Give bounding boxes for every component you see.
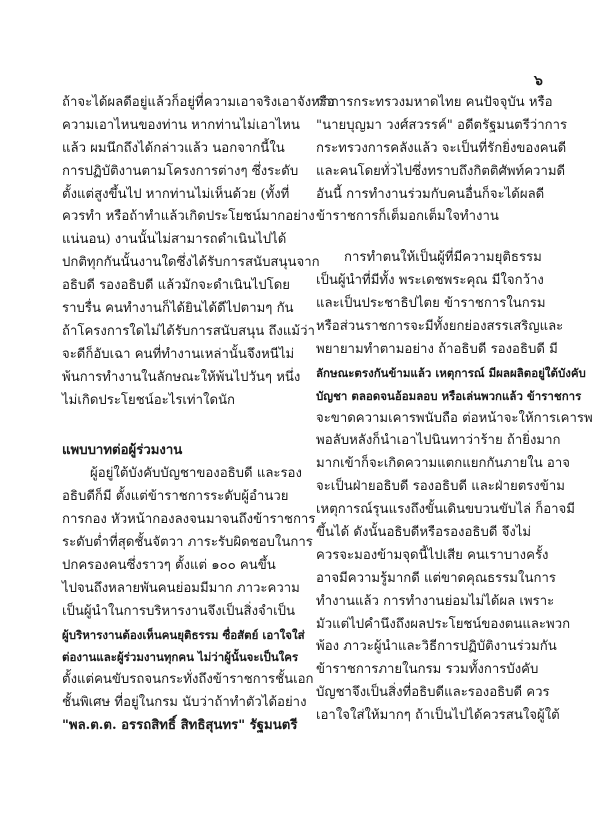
text-line: เหตุการณ์รุนแรงถึงขั้นเดินขบวนขับไล่ ก็อาจมี	[316, 502, 575, 518]
text-line: และคนโดยทั่วไปซึ่งทราบถึงกิตติศัพท์ความดี	[316, 163, 566, 179]
left-paragraph-1	[62, 92, 335, 412]
text-line: ข้าราชการก็เต็มอกเต็มใจทำงาน	[316, 209, 499, 225]
text-line: บัญชาจึงเป็นสิ่งที่อธิบดีและรองอธิบดี ควร	[316, 685, 550, 701]
text-line: ปกติทุกกันนั้นงานใดซึ่งได้รับการสนับสนุนจาก	[62, 255, 320, 271]
text-line: ถ้าโครงการใดไม่ได้รับการสนับสนุน ถึงแม้ว่า	[62, 323, 315, 339]
text-line: หรือส่วนราชการจะมีทั้งยกย่องสรรเสริญและ	[316, 319, 564, 335]
text-line: การทำตนให้เป็นผู้ที่มีความยุติธรรม	[344, 250, 542, 266]
text-line: และเป็นประชาธิปไตย ข้าราชการในกรม	[316, 296, 546, 312]
text-line: เป็นผู้นำในการบริหารงานจึงเป็นสิ่งจำเป็น	[62, 603, 296, 619]
text-line: พ้นการทำงานในลักษณะให้พ้นไปวันๆ หนึ่ง	[62, 369, 301, 385]
page-number: ๖	[534, 73, 543, 89]
text-line: พยายามทำตามอย่าง ถ้าอธิบดี รองอธิบดี มี	[316, 341, 558, 357]
text-line: ขึ้นได้ ดังนั้นอธิบดีหรือรองอธิบดี จึงไม่	[316, 525, 532, 541]
paragraph-gap	[316, 229, 560, 247]
text-line: ทำงานแล้ว การทำงานย่อมไม่ได้ผล เพราะ	[316, 593, 555, 609]
right-column	[316, 92, 593, 728]
section-heading: แพบบาทต่อผู้ร่วมงาน	[62, 443, 183, 459]
text-line: เอาใจใส่ให้มากๆ ถ้าเป็นไปได้ควรสนใจผู้ใต้	[316, 708, 560, 724]
text-line: อันนี้ การทำงานร่วมกับคนอื่นก็จะได้ผลดี	[316, 186, 545, 202]
text-line: ถ้าจะได้ผลดีอยู่แล้วก็อยู่ที่ความเอาจริงเอาจังหรือ	[62, 95, 335, 110]
text-line: ตั้งแต่คนขับรถจนกระทั่งถึงข้าราชการชั้นเอก	[62, 672, 314, 688]
text-line: ราบรื่น คนทำงานก็ได้ยินได้ดีไปตามๆ กัน	[62, 301, 294, 317]
text-line: จะดีก็อับเฉา คนที่ทำงานเหล่านั้นจึงหนีไม่	[62, 346, 295, 362]
right-paragraph-1	[316, 92, 568, 229]
text-line: "นายบุญมา วงศ์สวรรค์" อดีตรัฐมนตรีว่าการ	[316, 117, 568, 133]
text-line: ความเอาไหนของท่าน หากท่านไม่เอาไหน	[62, 117, 300, 133]
text-line: อาจมีความรู้มากดี แต่ขาดคุณธรรมในการ	[316, 570, 556, 586]
text-line: ชั้นพิเศษ ที่อยู่ในกรม นับว่าถ้าทำตัวได้อย่าง	[62, 695, 307, 711]
text-line: ต่องานและผู้ร่วมงานทุกคน ไม่ว่าผู้นั้นจะเป็นใคร	[62, 650, 299, 665]
text-line: ไม่เกิดประโยชน์อะไรเท่าใดนัก	[62, 392, 236, 408]
text-line: ตั้งแต่สูงขึ้นไป หากท่านไม่เห็นด้วย (ทั้งที่	[62, 186, 290, 202]
text-line: บัญชา ตลอดจนอ้อมลอบ หรือเล่นพวกแล้ว ข้าราชการ	[316, 388, 582, 403]
text-line: อธิบดี รองอธิบดี แล้วมักจะดำเนินไปโดย	[62, 278, 290, 294]
text-line: ปกครองคนซึ่งราวๆ ตั้งแต่ ๑๐๐ คนขึ้น	[62, 557, 276, 573]
text-line: ระดับต่ำที่สุดชั้นจัตวา ภาระรับผิดชอบในการ	[62, 535, 313, 551]
text-line: ควรจะมองข้ามจุดนี้ไปเสีย คนเราบางครั้ง	[316, 547, 549, 563]
text-line: ว่าการกระทรวงมหาดไทย คนปัจจุบัน หรือ	[316, 95, 553, 110]
text-line: ข้าราชการภายในกรม รวมทั้งการบังคับ	[316, 662, 539, 678]
text-line: "พล.ต.ต. อรรถสิทธิ์ สิทธิสุนทร" รัฐมนตรี	[62, 718, 298, 734]
text-line: จะขาดความเคารพนับถือ ต่อหน้าจะให้การเคารพ	[316, 410, 593, 426]
text-line: ผู้อยู่ใต้บังคับบัญชาของอธิบดี และรอง	[90, 466, 302, 482]
text-line: มัวแต่ไปคำนึงถึงผลประโยชน์ของตนและพวก	[316, 616, 571, 632]
left-paragraph-2	[62, 463, 316, 738]
text-line: แน่นอน) งานนั้นไม่สามารถดำเนินไปได้	[62, 232, 287, 248]
text-line: มากเข้าก็จะเกิดความแตกแยกกันภายใน อาจ	[316, 456, 570, 472]
text-line: ควรทำ หรือถ้าทำแล้วเกิดประโยชน์มากอย่าง	[62, 209, 315, 225]
text-line: การปฏิบัติงานตามโครงการต่างๆ ซึ่งระดับ	[62, 163, 299, 179]
text-line: แล้ว ผมนึกถึงได้กล่าวแล้ว นอกจากนี้ใน	[62, 140, 285, 156]
right-paragraph-2	[316, 247, 593, 728]
text-line: ลักษณะตรงกันข้ามแล้ว เหตุการณ์ มีผลผลิตอยู่ใต้บังคับ	[316, 365, 586, 380]
text-line: เป็นผู้นำที่มีทั้ง พระเดชพระคุณ มีใจกว้าง	[316, 273, 544, 289]
text-line: การกอง หัวหน้ากองลงจนมาจนถึงข้าราชการ	[62, 512, 316, 528]
text-line: ผู้บริหารงานต้องเห็นคนยุติธรรม ซื่อสัตย์ เอาใจใส่	[62, 627, 305, 642]
text-line: พ้อง ภาวะผู้นำและวิธีการปฏิบัติงานร่วมกัน	[316, 639, 557, 655]
text-line: ไปจนถึงหลายพันคนย่อมมีมาก ภาวะความ	[62, 580, 300, 596]
text-line: อธิบดีก็มี ตั้งแต่ข้าราชการระดับผู้อำนวย	[62, 489, 289, 505]
text-line: กระทรวงการคลังแล้ว จะเป็นที่รักยิ่งของคนดี	[316, 140, 567, 156]
text-line: จะเป็นฝ่ายอธิบดี รองอธิบดี และฝ่ายตรงข้าม	[316, 479, 565, 495]
text-line: พอลับหลังก็นำเอาไปนินทาว่าร้าย ถ้ายิ่งมาก	[316, 433, 561, 449]
left-column	[62, 92, 335, 738]
